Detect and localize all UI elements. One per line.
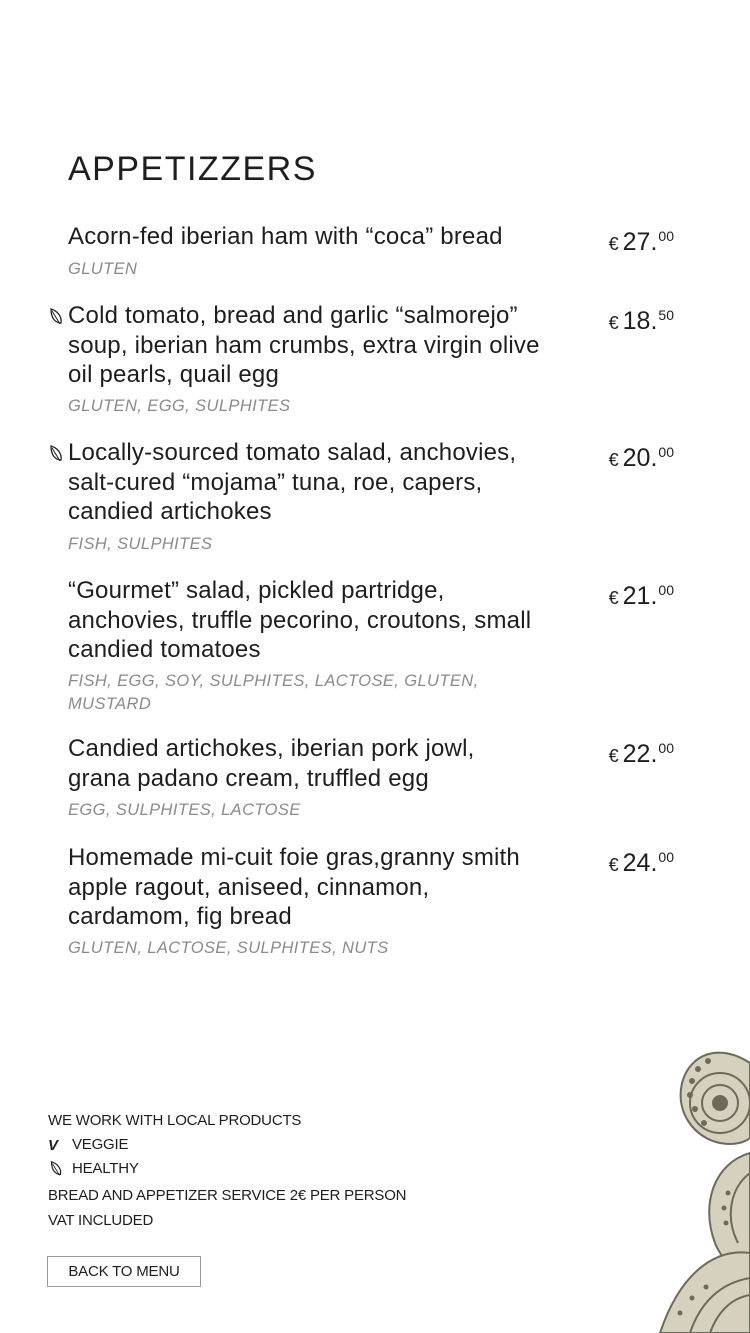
menu-item-name: Acorn-fed iberian ham with “coca” bread [68,223,503,250]
menu-item-allergens: GLUTEN, EGG, SULPHITES [68,397,291,415]
menu-item-allergens: GLUTEN, LACTOSE, SULPHITES, NUTS [68,939,389,957]
vat-note: VAT INCLUDED [48,1212,154,1229]
menu-item-price: € 20.00 [608,444,674,472]
menu-item-name: Cold tomato, bread and garlic “salmorejo” soup, iberian ham crumbs, extra virgin olive oil pearls, quail egg [68,302,540,388]
menu-item-price: € 24.00 [608,849,674,877]
menu-item-price: € 21.00 [608,582,674,610]
veggie-legend [48,1136,128,1154]
leaf-icon [48,307,64,327]
page-title: APPETIZZERS [68,150,317,188]
menu-item-name: Candied artichokes, iberian pork jowl, grana padano cream, truffled egg [68,735,475,792]
menu-item-price: € 22.00 [608,740,674,768]
menu-item-name: “Gourmet” salad, pickled partridge, anchovies, truffle pecorino, croutons, small candied tomatoes [68,577,532,663]
menu-item-name: Homemade mi-cuit foie gras,granny smith apple ragout, aniseed, cinnamon, cardamom, fig bread [68,844,520,930]
menu-item-allergens: EGG, SULPHITES, LACTOSE [68,801,301,819]
menu-item-name: Locally-sourced tomato salad, anchovies, salt-cured “mojama” tuna, roe, capers, candied artichokes [68,439,517,525]
menu-item-price: € 18.50 [608,307,674,335]
paisley-ornament-icon [620,1043,750,1333]
healthy-label: HEALTHY [71,1160,139,1177]
healthy-legend [48,1160,139,1178]
service-note: BREAD AND APPETIZER SERVICE 2€ PER PERSON [48,1187,407,1204]
leaf-icon [48,1160,64,1178]
veggie-label: VEGGIE [71,1136,129,1153]
local-products-note: WE WORK WITH LOCAL PRODUCTS [48,1112,302,1129]
veggie-icon: V [48,1136,58,1154]
menu-item-price: € 27.00 [608,228,674,256]
leaf-icon [48,444,64,464]
menu-item-allergens: FISH, SULPHITES [68,535,213,553]
back-to-menu-button[interactable]: BACK TO MENU [47,1256,201,1287]
menu-item-allergens: GLUTEN [68,260,138,278]
menu-item-allergens: FISH, EGG, SOY, SULPHITES, LACTOSE, GLUTEN, MUSTARD [68,672,479,713]
